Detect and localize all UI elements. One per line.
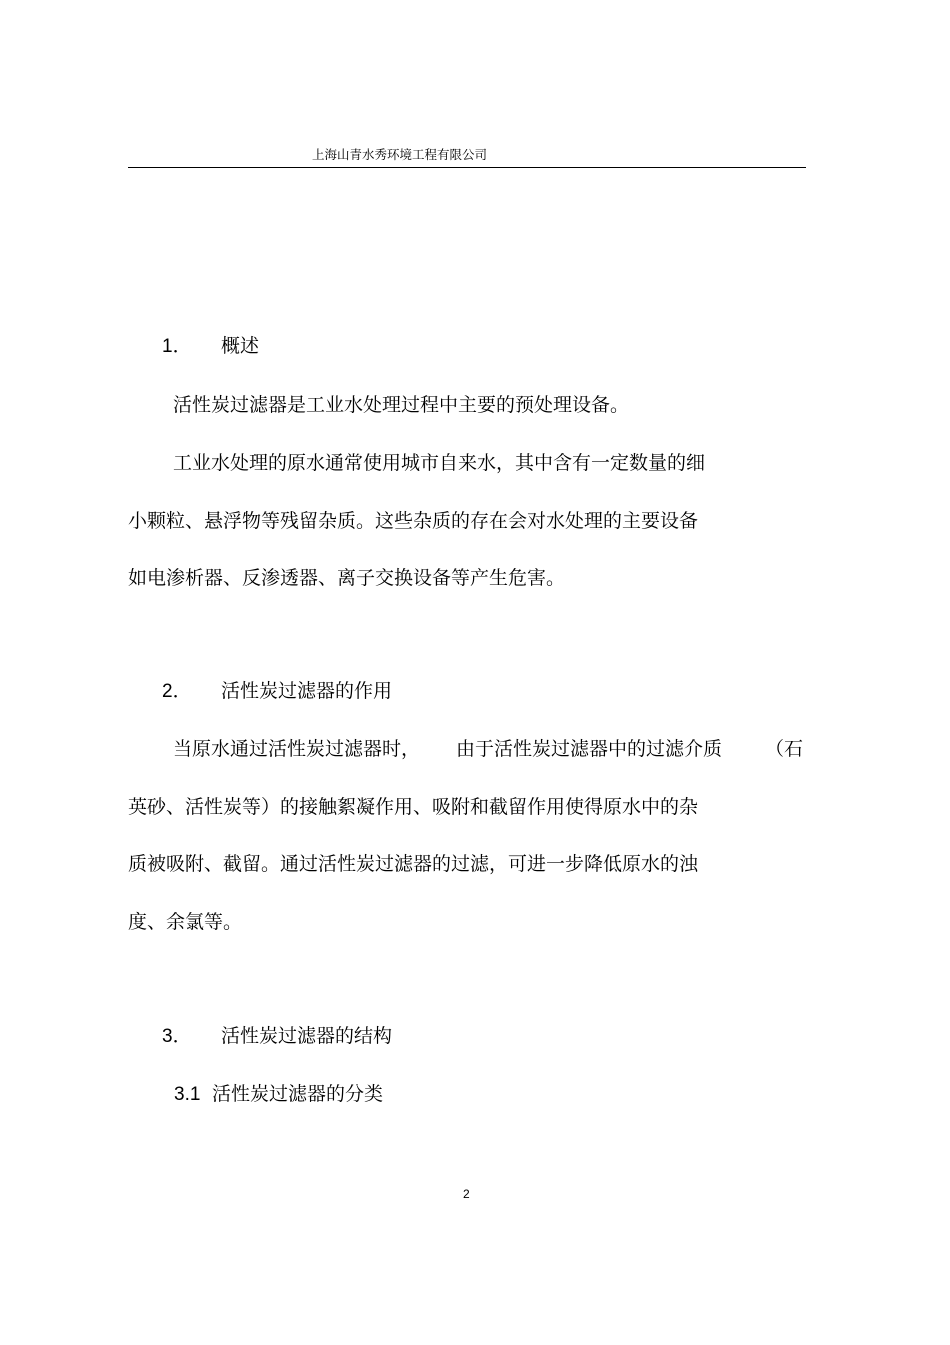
section-3-number: 3． [162,1026,192,1047]
subsection-3-1-title: 活性炭过滤器的分类 [212,1083,384,1105]
page-number: 2 [463,1187,470,1201]
section-2-line-3: 质被吸附、截留。通过活性炭过滤器的过滤，可进一步降低原水的浊 [128,853,699,875]
section-1-paragraph-2-line-1: 工业水处理的原水通常使用城市自来水，其中含有一定数量的细 [173,452,706,474]
section-2-number: 2． [162,681,192,702]
section-2-line-2: 英砂、活性炭等）的接触絮凝作用、吸附和截留作用使得原水中的杂 [128,796,699,818]
header-company-name: 上海山青水秀环境工程有限公司 [312,147,488,162]
section-2-line-4: 度、余氯等。 [128,911,243,933]
header-divider [128,167,806,168]
section-2-title: 活性炭过滤器的作用 [221,680,393,702]
section-1-paragraph-2-line-3: 如电渗析器、反渗透器、离子交换设备等产生危害。 [128,567,566,589]
section-1-paragraph-1: 活性炭过滤器是工业水处理过程中主要的预处理设备。 [173,394,630,416]
section-2-line-1-part-1: 当原水通过活性炭过滤器时， [173,738,421,760]
subsection-3-1-number: 3.1 [174,1084,201,1105]
section-1-number: 1． [162,336,192,357]
section-2-line-1-part-2: 由于活性炭过滤器中的过滤介质 [456,738,723,760]
section-2-line-1-part-3: （石 [765,738,804,760]
section-3-title: 活性炭过滤器的结构 [221,1025,393,1047]
section-1-title: 概述 [221,335,260,357]
section-1-paragraph-2-line-2: 小颗粒、悬浮物等残留杂质。这些杂质的存在会对水处理的主要设备 [128,510,699,532]
